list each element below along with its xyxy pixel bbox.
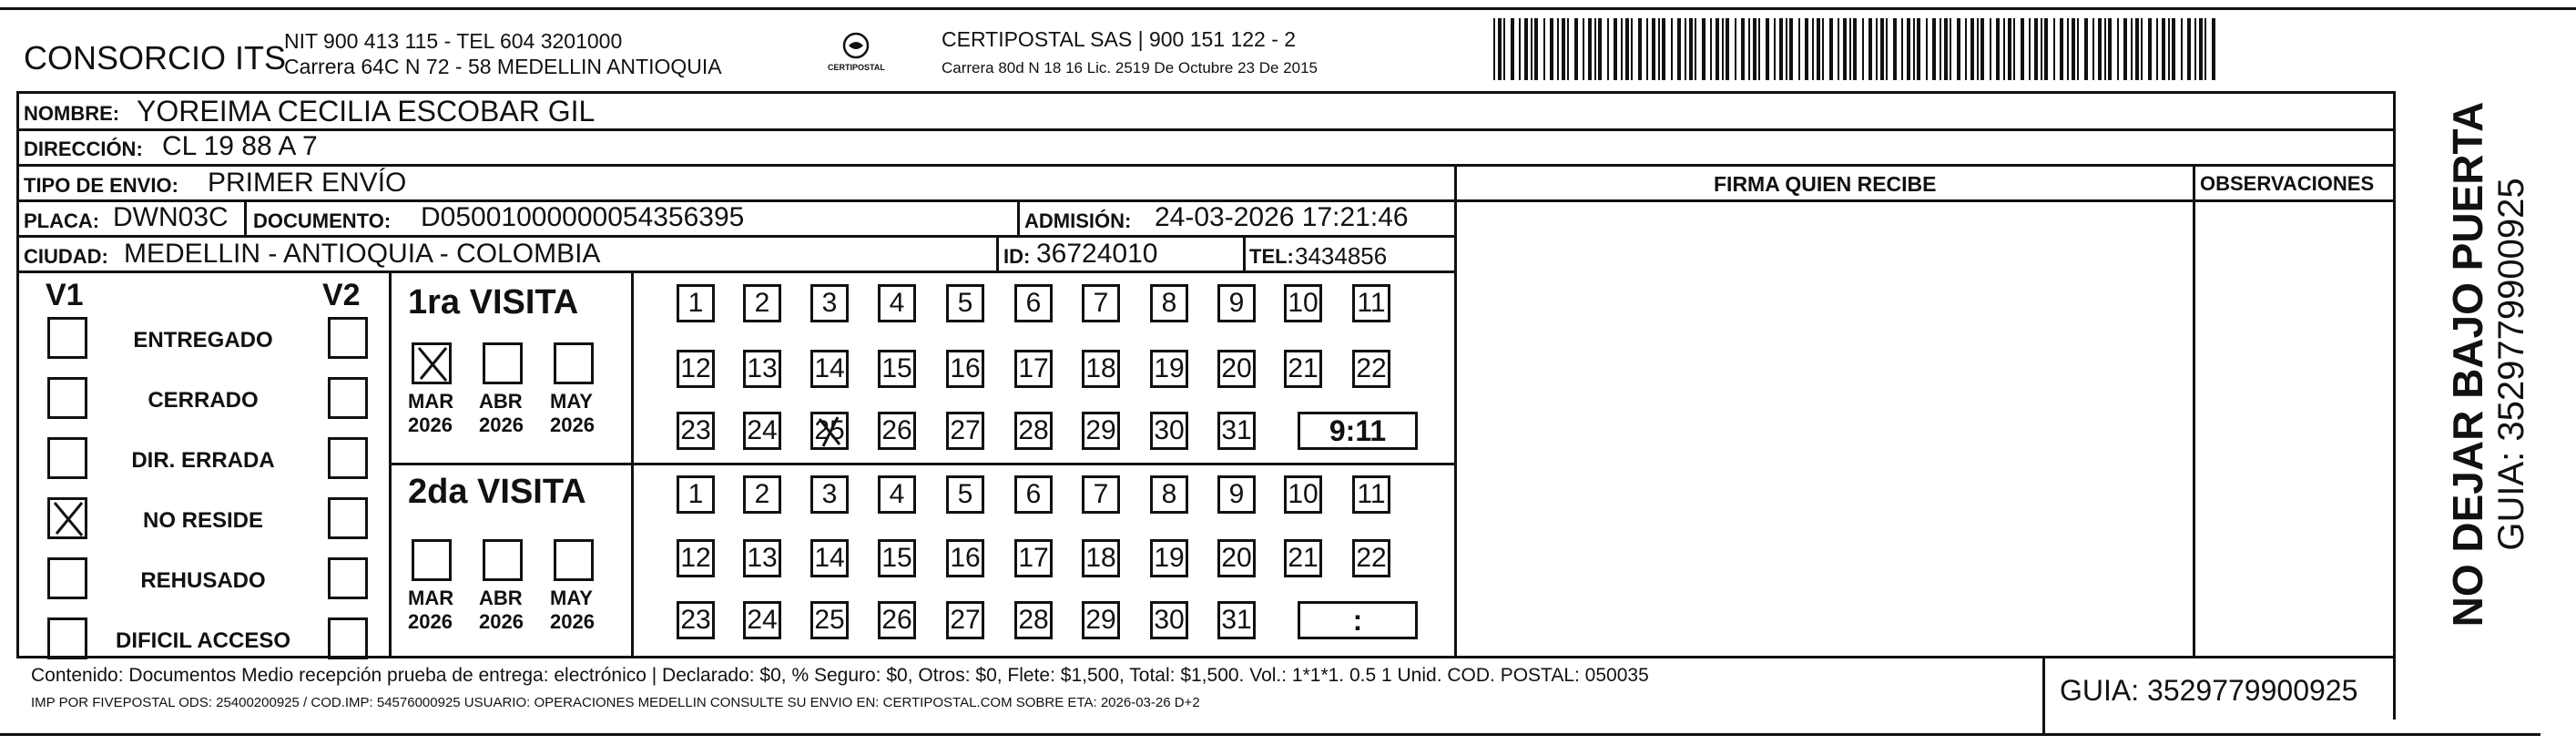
day-box[interactable]: 26 (878, 601, 916, 639)
barcode-bar (1817, 18, 1820, 80)
tel-divider (1243, 235, 1246, 271)
barcode-bar (2135, 18, 2139, 80)
tel-label: TEL: (1249, 245, 1294, 268)
barcode-bar (1980, 18, 1984, 80)
day-box[interactable]: 26 (878, 412, 916, 450)
direccion-value: CL 19 88 A 7 (162, 131, 318, 161)
day-box[interactable]: 10 (1284, 284, 1322, 322)
day-box[interactable]: 13 (743, 350, 781, 388)
company-name: CONSORCIO ITS (24, 39, 287, 77)
barcode-bar (2104, 18, 2106, 80)
status-label: ENTREGADO (133, 328, 273, 352)
barcode-bar (1965, 18, 1967, 80)
day-box[interactable]: 9 (1217, 284, 1256, 322)
day-box[interactable]: 5 (946, 284, 984, 322)
barcode-bar (1534, 18, 1538, 80)
day-box[interactable]: 21 (1284, 350, 1322, 388)
barcode-bar (2098, 18, 2102, 80)
footer-imp: IMP POR FIVEPOSTAL ODS: 25400200925 / COD.IMP: 54576000925 USUARIO: OPERACIONES MEDELLIN CONSULTE SU ENVIO EN: CERTIPOSTAL.COM SOBRE ETA: 2026-03-26 D+2 (31, 695, 1200, 710)
barcode-bar (1689, 18, 1693, 80)
form-top-line (16, 91, 2396, 94)
admision-value: 24-03-2026 17:21:46 (1155, 202, 1409, 232)
second-visit-title: 2da VISITA (408, 473, 586, 511)
status-label: CERRADO (148, 388, 259, 413)
barcode-bar (1932, 18, 1936, 80)
barcode-bar (1950, 18, 1951, 80)
month-label: MAY (550, 587, 593, 609)
barcode-bar (2123, 18, 2127, 80)
day-box[interactable]: 2 (743, 475, 781, 514)
barcode-bar (1822, 18, 1824, 80)
month-label: ABR (479, 587, 523, 609)
barcode (1493, 18, 2222, 80)
day-box[interactable]: 21 (1284, 539, 1322, 577)
bottom-border (0, 733, 2540, 736)
day-box[interactable]: 30 (1150, 601, 1188, 639)
barcode-bar (1685, 18, 1686, 80)
barcode-bar (1531, 18, 1532, 80)
license-line: Carrera 80d N 18 16 Lic. 2519 De Octubre 23 De 2015 (942, 59, 1318, 77)
row-line-4 (16, 235, 1455, 238)
documento-label: DOCUMENTO: (253, 209, 392, 232)
month-year: 2026 (408, 413, 453, 436)
day-box[interactable]: 14 (810, 539, 849, 577)
barcode-bar (1977, 18, 1979, 80)
barcode-bar (2077, 18, 2079, 80)
day-box[interactable]: 8 (1150, 284, 1188, 322)
barcode-bar (1598, 18, 1602, 80)
barcode-bar (1829, 18, 1833, 80)
barcode-bar (1735, 18, 1736, 80)
firma-header-line (1454, 199, 2396, 202)
barcode-bar (1812, 18, 1814, 80)
barcode-bar (2067, 18, 2069, 80)
day-box[interactable]: 28 (1014, 601, 1053, 639)
barcode-bar (1493, 18, 1495, 80)
day-box[interactable]: 5 (946, 475, 984, 514)
barcode-bar (1726, 18, 1729, 80)
day-box[interactable]: 22 (1352, 350, 1390, 388)
barcode-bar (1893, 18, 1897, 80)
day-box[interactable]: 23 (677, 412, 715, 450)
barcode-bar (2034, 18, 2038, 80)
barcode-bar (1843, 18, 1847, 80)
status-label: DIR. ERRADA (131, 448, 275, 473)
day-box[interactable]: 9 (1217, 475, 1256, 514)
barcode-bar (1741, 18, 1745, 80)
logo-text: CERTIPOSTAL (828, 63, 885, 72)
month-checkbox[interactable] (412, 342, 452, 384)
day-box[interactable]: 23 (677, 601, 715, 639)
day-box[interactable]: 4 (878, 475, 916, 514)
barcode-bar (2172, 18, 2175, 80)
day-box[interactable]: 20 (1217, 350, 1256, 388)
barcode-bar (1774, 18, 1776, 80)
admision-divider (1017, 199, 1020, 236)
barcode-bar (1748, 18, 1750, 80)
barcode-bar (1519, 18, 1521, 80)
footer-top-line (16, 656, 2396, 658)
barcode-bar (1498, 18, 1502, 80)
barcode-bar (2199, 18, 2203, 80)
barcode-bar (1621, 18, 1623, 80)
barcode-bar (2204, 18, 2206, 80)
barcode-bar (1567, 18, 1569, 80)
day-box[interactable]: 18 (1082, 539, 1120, 577)
day-box[interactable]: 7 (1082, 284, 1120, 322)
day-box[interactable]: 12 (677, 350, 715, 388)
nombre-value: YOREIMA CECILIA ESCOBAR GIL (137, 95, 596, 128)
barcode-bar (2181, 18, 2183, 80)
firma-header: FIRMA QUIEN RECIBE (1714, 172, 1937, 196)
day-box[interactable]: 15 (878, 539, 916, 577)
barcode-bar (2117, 18, 2119, 80)
barcode-bar (1503, 18, 1505, 80)
barcode-bar (1658, 18, 1660, 80)
id-value: 36724010 (1036, 239, 1158, 269)
day-box[interactable]: 30 (1150, 412, 1188, 450)
day-box[interactable]: 13 (743, 539, 781, 577)
footer-contenido: Contenido: Documentos Medio recepción prueba de entrega: electrónico | Declarado: $0, % Seguro: $0, Otros: $0, Flete: $1,500, Total: $1,500. Vol.: 1*1*1. 0.5 1 Unid. COD. POSTAL: 050035 (31, 665, 1649, 686)
barcode-bar (2021, 18, 2024, 80)
day-box[interactable]: 10 (1284, 475, 1322, 514)
barcode-bar (1805, 18, 1808, 80)
month-checkbox[interactable] (554, 539, 594, 581)
status-label: NO RESIDE (142, 508, 264, 533)
month-checkbox[interactable] (412, 539, 452, 581)
v1-label: V1 (46, 278, 84, 312)
time-box[interactable]: 9:11 (1298, 412, 1418, 450)
day-box[interactable]: 7 (1082, 475, 1120, 514)
barcode-bar (2084, 18, 2088, 80)
side-guia: GUIA: 3529779900925 (2491, 178, 2531, 551)
day-box[interactable]: 29 (1082, 412, 1120, 450)
certipostal-line: CERTIPOSTAL SAS | 900 151 122 - 2 (942, 27, 1297, 51)
barcode-bar (2187, 18, 2191, 80)
tipo-value: PRIMER ENVÍO (208, 168, 407, 198)
day-box[interactable]: 19 (1150, 350, 1188, 388)
barcode-bar (1562, 18, 1565, 80)
day-box[interactable]: 6 (1014, 284, 1053, 322)
row-line-2 (16, 164, 2396, 167)
ciudad-label: CIUDAD: (24, 245, 108, 268)
barcode-bar (1631, 18, 1633, 80)
day-box[interactable]: 11 (1352, 284, 1390, 322)
obs-left-border (2193, 164, 2195, 656)
day-box[interactable]: 1 (677, 475, 715, 514)
day-box[interactable]: 31 (1217, 412, 1256, 450)
ciudad-value: MEDELLIN - ANTIOQUIA - COLOMBIA (124, 239, 601, 269)
barcode-bar (1614, 18, 1617, 80)
barcode-bar (2072, 18, 2075, 80)
side-text (2413, 91, 2531, 638)
barcode-bar (2003, 18, 2005, 80)
documento-value: D05001000000054356395 (421, 202, 745, 232)
day-box[interactable]: 12 (677, 539, 715, 577)
nombre-label: NOMBRE: (24, 102, 120, 125)
barcode-bar (2013, 18, 2015, 80)
barcode-bar (1940, 18, 1941, 80)
status-label: REHUSADO (140, 568, 266, 593)
barcode-bar (1880, 18, 1884, 80)
admision-label: ADMISIÓN: (1024, 209, 1132, 232)
day-box[interactable]: 27 (946, 412, 984, 450)
barcode-bar (2008, 18, 2011, 80)
barcode-bar (1652, 18, 1655, 80)
barcode-bar (1716, 18, 1719, 80)
id-label: ID: (1003, 245, 1031, 268)
visits-mid-line (389, 463, 1456, 465)
placa-divider (244, 199, 247, 236)
barcode-bar (1907, 18, 1910, 80)
day-box[interactable]: 24 (743, 412, 781, 450)
tel-value: 3434856 (1295, 242, 1388, 270)
barcode-bar (2092, 18, 2094, 80)
month-year: 2026 (479, 610, 524, 633)
barcode-bar (2156, 18, 2158, 80)
day-box[interactable]: 8 (1150, 475, 1188, 514)
month-checkbox[interactable] (483, 539, 523, 581)
day-box[interactable]: 28 (1014, 412, 1053, 450)
barcode-bar (1638, 18, 1642, 80)
day-box[interactable]: 20 (1217, 539, 1256, 577)
barcode-bar (2044, 18, 2048, 80)
address-line: Carrera 64C N 72 - 58 MEDELLIN ANTIOQUIA (284, 55, 722, 78)
day-box[interactable]: 6 (1014, 475, 1053, 514)
status-label: DIFICIL ACCESO (115, 628, 290, 653)
nit-line: NIT 900 413 115 - TEL 604 3201000 (284, 29, 623, 53)
barcode-bar (1722, 18, 1724, 80)
day-box[interactable]: 4 (878, 284, 916, 322)
barcode-bar (2148, 18, 2152, 80)
barcode-bar (1996, 18, 2000, 80)
barcode-bar (1557, 18, 1559, 80)
barcode-bar (2029, 18, 2031, 80)
day-box[interactable]: 14 (810, 350, 849, 388)
month-label: MAR (408, 587, 454, 609)
month-label: MAR (408, 390, 454, 413)
side-warning: NO DEJAR BAJO PUERTA (2444, 101, 2491, 628)
barcode-bar (1838, 18, 1839, 80)
time-box[interactable]: : (1298, 601, 1418, 639)
barcode-bar (2162, 18, 2165, 80)
barcode-bar (1926, 18, 1928, 80)
barcode-bar (1957, 18, 1960, 80)
barcode-bar (1766, 18, 1769, 80)
day-box[interactable]: 25 (810, 412, 849, 450)
barcode-bar (1702, 18, 1705, 80)
day-box[interactable]: 22 (1352, 539, 1390, 577)
barcode-bar (1588, 18, 1592, 80)
barcode-bar (1913, 18, 1915, 80)
row-line-1 (16, 128, 2396, 131)
barcode-bar (1786, 18, 1787, 80)
barcode-bar (1710, 18, 1712, 80)
month-year: 2026 (408, 610, 453, 633)
footer-guia: GUIA: 3529779900925 (2060, 674, 2358, 707)
barcode-bar (1543, 18, 1545, 80)
day-box[interactable]: 16 (946, 539, 984, 577)
barcode-bar (1886, 18, 1888, 80)
barcode-bar (2168, 18, 2170, 80)
month-checkbox[interactable] (554, 342, 594, 384)
day-box[interactable]: 2 (743, 284, 781, 322)
month-year: 2026 (479, 413, 524, 436)
barcode-bar (1662, 18, 1665, 80)
month-year: 2026 (550, 413, 595, 436)
month-label: MAY (550, 390, 593, 413)
row-line-5 (16, 270, 1455, 273)
day-box[interactable]: 18 (1082, 350, 1120, 388)
day-box[interactable]: 24 (743, 601, 781, 639)
barcode-bar (1607, 18, 1609, 80)
barcode-bar (1779, 18, 1783, 80)
barcode-bar (1798, 18, 1800, 80)
barcode-bar (1862, 18, 1864, 80)
barcode-bar (2194, 18, 2196, 80)
footer-guia-divider (2042, 656, 2045, 736)
day-box[interactable]: 19 (1150, 539, 1188, 577)
barcode-bar (1574, 18, 1578, 80)
right-frame (2393, 91, 2396, 719)
barcode-bar (1758, 18, 1760, 80)
day-box[interactable]: 3 (810, 284, 849, 322)
month-checkbox[interactable] (483, 342, 523, 384)
barcode-bar (1583, 18, 1584, 80)
top-border (0, 7, 2576, 10)
barcode-bar (1901, 18, 1903, 80)
month-label: ABR (479, 390, 523, 413)
first-visit-title: 1ra VISITA (408, 283, 579, 321)
day-box[interactable]: 25 (810, 601, 849, 639)
barcode-bar (2131, 18, 2133, 80)
barcode-bar (1789, 18, 1793, 80)
barcode-bar (1868, 18, 1872, 80)
barcode-bar (1849, 18, 1851, 80)
barcode-bar (1990, 18, 1991, 80)
direccion-label: DIRECCIÓN: (24, 138, 143, 160)
placa-label: PLACA: (24, 209, 100, 232)
barcode-bar (1671, 18, 1673, 80)
day-box[interactable]: 1 (677, 284, 715, 322)
barcode-bar (2041, 18, 2042, 80)
barcode-bar (1677, 18, 1681, 80)
day-box[interactable]: 27 (946, 601, 984, 639)
day-box[interactable]: 31 (1217, 601, 1256, 639)
barcode-bar (1944, 18, 1948, 80)
barcode-bar (1594, 18, 1596, 80)
barcode-bar (2212, 18, 2215, 80)
tipo-label: TIPO DE ENVIO: (24, 174, 178, 197)
v2-label: V2 (322, 278, 361, 312)
day-box[interactable]: 17 (1014, 539, 1053, 577)
certipostal-logo (824, 29, 888, 77)
barcode-bar (1511, 18, 1514, 80)
barcode-bar (1970, 18, 1974, 80)
id-divider (996, 235, 999, 271)
barcode-bar (2060, 18, 2063, 80)
barcode-bar (2053, 18, 2055, 80)
barcode-bar (1524, 18, 1528, 80)
day-box[interactable]: 17 (1014, 350, 1053, 388)
day-box[interactable]: 16 (946, 350, 984, 388)
barcode-bar (2108, 18, 2112, 80)
barcode-bar (1876, 18, 1878, 80)
placa-value: DWN03C (113, 202, 229, 232)
barcode-bar (1917, 18, 1920, 80)
day-box[interactable]: 11 (1352, 475, 1390, 514)
barcode-bar (1753, 18, 1756, 80)
observaciones-header: OBSERVACIONES (2200, 172, 2375, 195)
barcode-bar (1625, 18, 1629, 80)
barcode-bar (2141, 18, 2143, 80)
day-box[interactable]: 29 (1082, 601, 1120, 639)
firma-left-border (1454, 164, 1457, 656)
barcode-bar (1695, 18, 1696, 80)
day-box[interactable]: 3 (810, 475, 849, 514)
barcode-bar (1550, 18, 1553, 80)
barcode-bar (1853, 18, 1857, 80)
day-box[interactable]: 15 (878, 350, 916, 388)
month-year: 2026 (550, 610, 595, 633)
barcode-bar (1646, 18, 1648, 80)
